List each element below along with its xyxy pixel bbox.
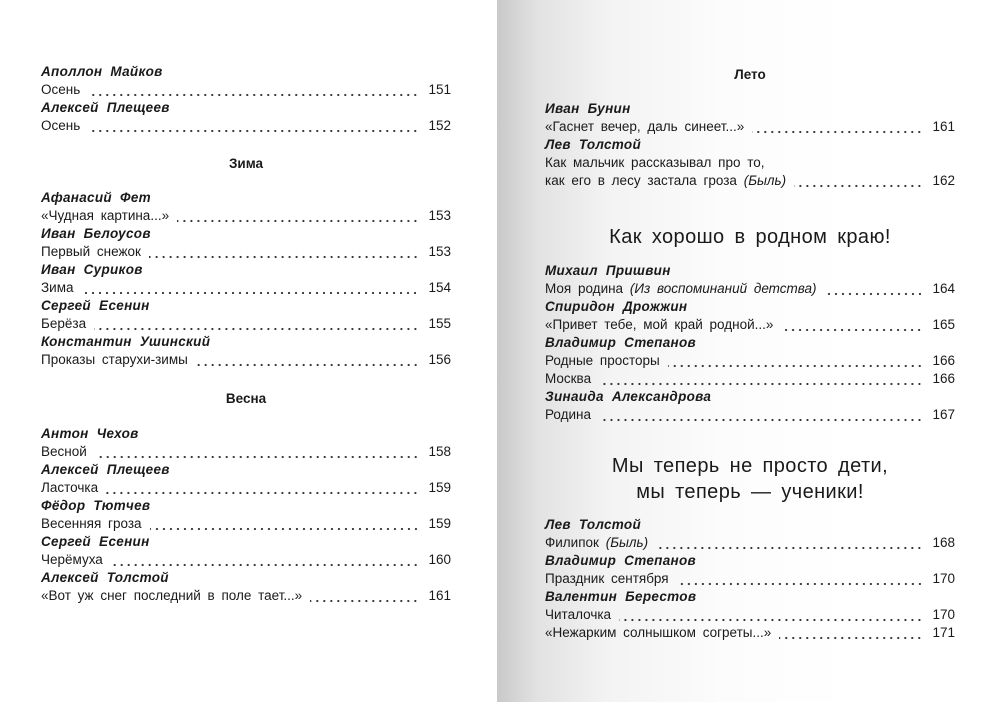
leader-dots xyxy=(656,542,923,550)
author: Спиридон Дрожжин xyxy=(545,299,688,314)
leader-dots xyxy=(779,632,923,640)
leader-dots xyxy=(149,251,419,259)
leader-dots xyxy=(825,288,923,296)
leader-dots xyxy=(794,180,923,188)
leader-dots xyxy=(310,595,419,603)
leader-dots xyxy=(196,359,419,367)
toc-entry[interactable] xyxy=(41,551,451,569)
author: Иван Бунин xyxy=(545,101,631,116)
title: Филипок xyxy=(545,535,599,550)
author: Алексей Толстой xyxy=(41,570,169,585)
page-number: 165 xyxy=(932,317,955,332)
author: Афанасий Фет xyxy=(41,190,151,205)
toc-entry[interactable] xyxy=(41,443,451,461)
toc-entry[interactable] xyxy=(41,587,451,605)
page-number: 171 xyxy=(932,625,955,640)
toc-entry[interactable] xyxy=(41,351,451,369)
page-number: 153 xyxy=(428,244,451,259)
toc-entry[interactable] xyxy=(41,515,451,533)
title: Весной xyxy=(41,444,87,459)
page-number: 170 xyxy=(932,571,955,586)
author: Антон Чехов xyxy=(41,426,139,441)
leader-dots xyxy=(94,323,419,331)
toc-entry[interactable] xyxy=(545,406,955,424)
author: Владимир Степанов xyxy=(545,553,696,568)
title: Зима xyxy=(41,280,74,295)
page-number: 162 xyxy=(932,173,955,188)
page-number: 170 xyxy=(932,607,955,622)
leader-dots xyxy=(81,287,419,295)
section-zima xyxy=(41,189,451,369)
section-heading: Весна xyxy=(225,391,267,406)
author: Михаил Пришвин xyxy=(545,263,671,278)
right-page xyxy=(497,0,1000,702)
title: «Вот уж снег последний в поле тает...» xyxy=(41,588,303,603)
author: Фёдор Тютчев xyxy=(41,498,151,513)
toc-entry[interactable] xyxy=(545,118,955,136)
page-number: 155 xyxy=(428,316,451,331)
leader-dots xyxy=(111,559,419,567)
page-number: 154 xyxy=(428,280,451,295)
title: «Чудная картина...» xyxy=(41,208,170,223)
page-number: 160 xyxy=(428,552,451,567)
toc-entry[interactable] xyxy=(41,117,451,135)
title: Праздник сентября xyxy=(545,571,669,586)
left-page xyxy=(0,0,496,702)
chapter-heading-line: мы теперь — ученики! xyxy=(636,481,864,503)
toc-entry[interactable] xyxy=(41,207,451,225)
title: Проказы старухи-зимы xyxy=(41,352,188,367)
leader-dots xyxy=(95,451,419,459)
toc-entry[interactable] xyxy=(545,606,955,624)
title: Берёза xyxy=(41,316,87,331)
leader-dots xyxy=(177,215,419,223)
page-number: 161 xyxy=(932,119,955,134)
leader-dots xyxy=(781,324,923,332)
page-number: 151 xyxy=(428,82,451,97)
title: Родина xyxy=(545,407,592,422)
title: «Нежарким солнышком согреты...» xyxy=(545,625,772,640)
chapter-heading xyxy=(545,453,955,505)
page-number: 156 xyxy=(428,352,451,367)
toc-entry[interactable] xyxy=(41,279,451,297)
leader-dots xyxy=(88,89,419,97)
toc-entry[interactable] xyxy=(545,624,955,642)
leader-dots xyxy=(150,523,419,531)
title: «Гаснет вечер, даль синеет...» xyxy=(545,119,745,134)
leader-dots xyxy=(752,126,923,134)
leader-dots xyxy=(88,125,419,133)
genre-note: (Из воспоминаний детства) xyxy=(629,281,817,296)
toc-entry[interactable] xyxy=(41,81,451,99)
toc-entry[interactable] xyxy=(41,479,451,497)
author: Иван Белоусов xyxy=(41,226,151,241)
page-number: 159 xyxy=(428,516,451,531)
page-number: 159 xyxy=(428,480,451,495)
author: Зинаида Александрова xyxy=(545,389,712,404)
leader-dots xyxy=(599,414,923,422)
title-line: Как мальчик рассказывал про то, xyxy=(545,155,765,170)
author: Аполлон Майков xyxy=(41,64,163,79)
title: Ласточка xyxy=(41,480,99,495)
section-heading: Лето xyxy=(734,67,766,82)
page-number: 168 xyxy=(932,535,955,550)
toc-entry[interactable] xyxy=(545,370,955,388)
author: Лев Толстой xyxy=(545,517,642,532)
leader-dots xyxy=(668,360,923,368)
author: Валентин Берестов xyxy=(545,589,697,604)
chapter-heading: Как хорошо в родном краю! xyxy=(609,226,891,248)
toc-entry[interactable] xyxy=(545,352,955,370)
page-number: 166 xyxy=(932,353,955,368)
title: Осень xyxy=(41,118,81,133)
genre-note: (Быль) xyxy=(605,535,649,550)
author: Алексей Плещеев xyxy=(41,462,170,477)
title: Весенняя гроза xyxy=(41,516,142,531)
chapter-heading-line: Мы теперь не просто дети, xyxy=(611,455,889,477)
title: Москва xyxy=(545,371,592,386)
section-heading: Зима xyxy=(228,156,264,171)
author: Сергей Есенин xyxy=(41,534,150,549)
page-number: 158 xyxy=(428,444,451,459)
title: Осень xyxy=(41,82,81,97)
author: Лев Толстой xyxy=(545,137,642,152)
page-number: 167 xyxy=(932,407,955,422)
genre-note: (Быль) xyxy=(743,173,787,188)
page-number: 161 xyxy=(428,588,451,603)
title: как его в лесу застала гроза xyxy=(545,173,737,188)
toc-entry[interactable] xyxy=(41,315,451,333)
title: Первый снежок xyxy=(41,244,141,259)
title: «Привет тебе, мой край родной...» xyxy=(545,317,774,332)
title: Черёмуха xyxy=(41,552,103,567)
toc-entry[interactable] xyxy=(545,172,955,190)
leader-dots xyxy=(599,378,923,386)
author: Иван Суриков xyxy=(41,262,143,277)
toc-entry[interactable] xyxy=(545,316,955,334)
title: Моя родина xyxy=(545,281,624,296)
toc-entry[interactable] xyxy=(41,243,451,261)
leader-dots xyxy=(106,487,419,495)
title: Родные просторы xyxy=(545,353,660,368)
section-vesna xyxy=(41,425,451,605)
title: Читалочка xyxy=(545,607,612,622)
author: Сергей Есенин xyxy=(41,298,150,313)
toc-entry[interactable] xyxy=(545,570,955,588)
author: Владимир Степанов xyxy=(545,335,696,350)
author: Алексей Плещеев xyxy=(41,100,170,115)
author: Константин Ушинский xyxy=(41,334,211,349)
toc-entry[interactable] xyxy=(545,534,955,552)
page-number: 166 xyxy=(932,371,955,386)
page-number: 152 xyxy=(428,118,451,133)
page-number: 153 xyxy=(428,208,451,223)
leader-dots xyxy=(619,614,923,622)
leader-dots xyxy=(677,578,923,586)
toc-entry[interactable] xyxy=(545,280,955,298)
page-number: 164 xyxy=(932,281,955,296)
